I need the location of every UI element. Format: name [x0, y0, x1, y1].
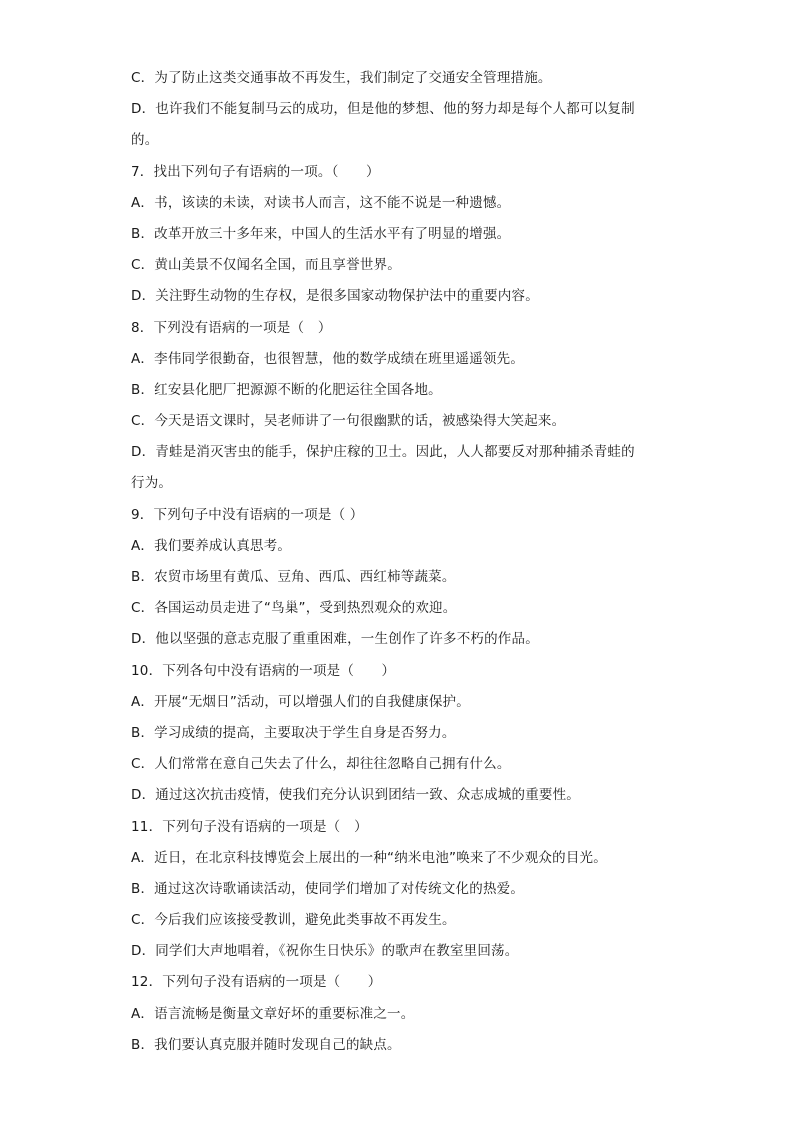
question-11-option-c: C．今后我们应该接受教训，避免此类事故不再发生。: [131, 912, 456, 929]
question-12-stem: 12．下列句子没有语病的一项是（ ）: [131, 974, 382, 991]
question-9-option-d: D．他以坚强的意志克服了重重困难，一生创作了许多不朽的作品。: [131, 631, 539, 648]
question-9-option-b: B．农贸市场里有黄瓜、豆角、西瓜、西红柿等蔬菜。: [131, 569, 456, 585]
question-7-option-c: C．黄山美景不仅闻名全国，而且享誉世界。: [131, 257, 401, 274]
question-9-option-a: A．我们要养成认真思考。: [131, 537, 292, 554]
question-10-stem: 10．下列各句中没有语病的一项是（ ）: [131, 662, 396, 679]
question-10-option-c: C．人们常常在意自己失去了什么，却往往忽略自己拥有什么。: [131, 756, 511, 773]
question-8-stem: 8．下列没有语病的一项是（ ）: [131, 319, 332, 336]
question-8-option-c: C．今天是语文课时，吴老师讲了一句很幽默的话，被感染得大笑起来。: [131, 413, 566, 430]
question-11-option-a: A．近日，在北京科技博览会上展出的一种“纳米电池”唤来了不少观众的目光。: [131, 849, 607, 866]
option-c-line: C．为了防止这类交通事故不再发生，我们制定了交通安全管理措施。: [131, 70, 552, 86]
question-7-option-b: B．改革开放三十多年来，中国人的生活水平有了明显的增强。: [131, 225, 511, 242]
question-8-option-b: B．红安县化肥厂把源源不断的化肥运往全国各地。: [131, 381, 442, 398]
question-10-option-d: D．通过这次抗击疫情，使我们充分认识到团结一致、众志成城的重要性。: [131, 787, 580, 804]
question-10-option-b: B．学习成绩的提高，主要取决于学生自身是否努力。: [131, 724, 456, 741]
question-10-option-a: A．开展“无烟日”活动，可以增强人们的自我健康保护。: [131, 693, 470, 710]
question-8-option-d: D．青蛙是消灭害虫的能手，保护庄稼的卫士。因此，人人都要反对那种捕杀青蛙的: [131, 444, 635, 461]
question-7-stem: 7．找出下列句子有语病的一项。（ ）: [131, 163, 380, 180]
question-9-option-c: C．各国运动员走进了“鸟巢”，受到热烈观众的欢迎。: [131, 600, 457, 617]
question-text-body: [131, 63, 661, 1061]
question-7-option-d: D．关注野生动物的生存权，是很多国家动物保护法中的重要内容。: [131, 288, 539, 305]
question-8-option-d-continuation: 行为。: [131, 475, 173, 492]
question-7-option-a: A．书，该读的未读，对读书人而言，这不能不说是一种遗憾。: [131, 194, 511, 211]
option-d-line: D．也许我们不能复制马云的成功，但是他的梦想、他的努力却是每个人都可以复制: [131, 101, 635, 118]
question-12-option-b: B．我们要认真克服并随时发现自己的缺点。: [131, 1036, 401, 1053]
option-d-continuation: 的。: [131, 132, 159, 149]
question-8-option-a: A．李伟同学很勤奋，也很智慧，他的数学成绩在班里遥遥领先。: [131, 350, 525, 367]
question-9-stem: 9．下列句子中没有语病的一项是（ ）: [131, 506, 364, 523]
question-12-option-a: A．语言流畅是衡量文章好坏的重要标准之一。: [131, 1005, 415, 1022]
question-11-option-b: B．通过这次诗歌诵读活动，使同学们增加了对传统文化的热爱。: [131, 880, 525, 897]
question-11-stem: 11．下列句子没有语病的一项是（ ）: [131, 818, 368, 835]
question-11-option-d: D．同学们大声地唱着，《祝你生日快乐》的歌声在教室里回荡。: [131, 943, 519, 960]
